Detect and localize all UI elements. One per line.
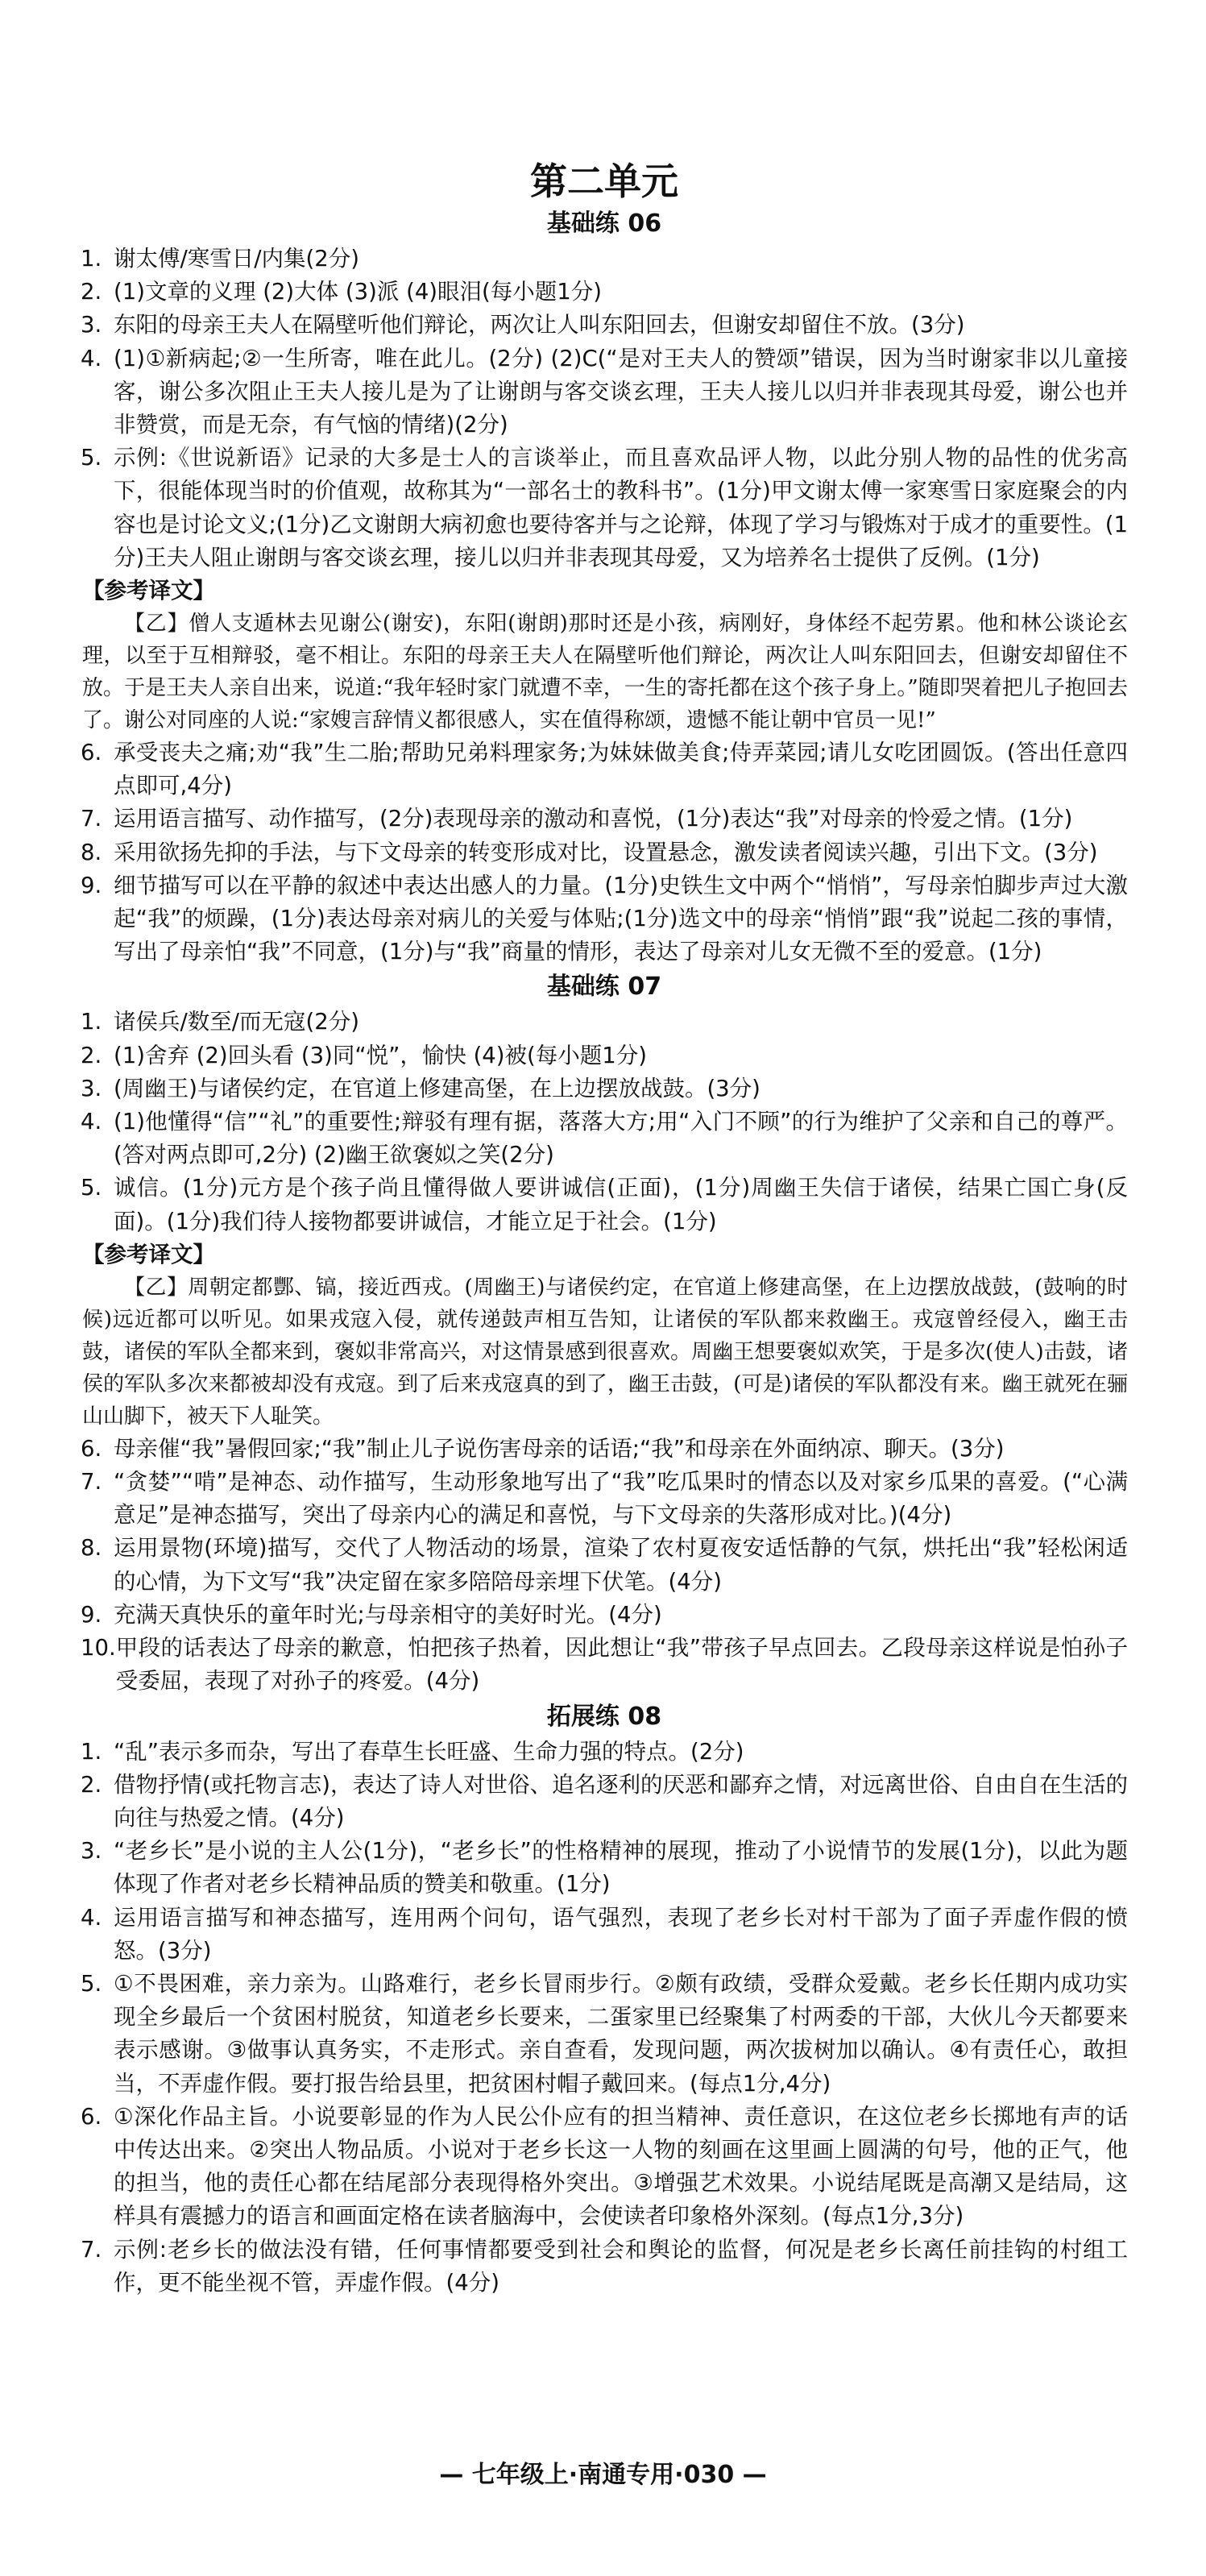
item-text: 东阳的母亲王夫人在隔壁听他们辩论，两次让人叫东阳回去，但谢安却留住不放。(3分) <box>114 312 965 338</box>
answer-item <box>81 836 1128 869</box>
item-text: ①深化作品主旨。小说要彰显的作为人民公仆应有的担当精神、责任意识，在这位老乡长掷地有声的话中传达出来。②突出人物品质。小说对于老乡长这一人物的刻画在这里画上圆满的句号，他的正气，他的担当，他的责任心都在结尾部分表现得格外突出。③增强艺术效果。小说结尾既是高潮又是结局，这样具有震撼力的语言和画面定格在读者脑海中，会使读者印象格外深刻。(每点1分,3分) <box>114 2103 1128 2230</box>
item-text: “老乡长”是小说的主人公(1分)，“老乡长”的性格精神的展现，推动了小说情节的发展(1分)，以此为题体现了作者对老乡长精神品质的赞美和敬重。(1分) <box>114 1838 1128 1898</box>
item-number: 10. <box>81 1635 116 1661</box>
answer-item <box>81 869 1128 969</box>
item-text: 示例:《世说新语》记录的大多是士人的言谈举止，而且喜欢品评人物，以此分别人物的品性的优劣高下，很能体现当时的价值观，故称其为“一部名士的教科书”。(1分)甲文谢太傅一家寒雪日家庭聚会的内容也是讨论文义;(1分)乙文谢朗大病初愈也要待客并与之论辩，体现了学习与锻炼对于成才的重要性。(1分)王夫人阻止谢朗与客交谈玄理，接儿以归并非表现其母爱，又为培养名士提供了反例。(1分) <box>114 445 1128 570</box>
answer-item <box>81 1835 1128 1901</box>
section-title: 基础练 07 <box>546 973 662 1002</box>
item-number: 6. <box>81 1435 102 1462</box>
item-number: 5. <box>81 1970 102 1997</box>
answer-item <box>81 1968 1128 2101</box>
answer-item <box>81 2234 1128 2300</box>
answer-page <box>81 157 1128 2300</box>
page-footer: — 七年级上·南通专用·030 — <box>439 2461 767 2489</box>
item-number: 4. <box>81 1904 102 1931</box>
item-text: (1)①新病起;②一生所寄，唯在此儿。(2分) (2)C(“是对王夫人的赞颂”错误，因为当时谢家非以儿童接客，谢公多次阻止王夫人接儿是为了让谢朗与客交谈玄理，王夫人接儿以归并非表现其母爱，谢公也并非赞赏，而是无奈，有气恼的情绪)(2分) <box>114 345 1128 438</box>
answer-item <box>81 1736 1128 1769</box>
item-text: “乱”表示多而杂，写出了春草生长旺盛、生命力强的特点。(2分) <box>114 1738 744 1765</box>
answer-item <box>81 803 1128 836</box>
item-number: 2. <box>81 279 102 305</box>
item-number: 8. <box>81 839 102 865</box>
item-text: 甲段的话表达了母亲的歉意，怕把孩子热着，因此想让“我”带孩子早点回去。乙段母亲这样说是怕孙子受委屈，表现了对孙子的疼爱。(4分) <box>115 1635 1128 1695</box>
answer-item <box>81 1769 1128 1835</box>
item-number: 9. <box>81 1601 102 1628</box>
item-text: 采用欲扬先抑的手法，与下文母亲的转变形成对比，设置悬念，激发读者阅读兴趣，引出下文。(3分) <box>114 839 1098 865</box>
answer-item <box>81 1466 1128 1532</box>
answer-item <box>81 1072 1128 1105</box>
answer-item <box>81 1632 1128 1698</box>
answer-item <box>81 442 1128 575</box>
section-title: 拓展练 08 <box>546 1702 662 1731</box>
item-text: 借物抒情(或托物言志)，表达了诗人对世俗、追名逐利的厌恶和鄙弃之情，对远离世俗、自由自在生活的向往与热爱之情。(4分) <box>114 1771 1128 1831</box>
item-number: 5. <box>81 445 102 471</box>
answer-item <box>81 2101 1128 2234</box>
item-text: 谢太傅/寒雪日/内集(2分) <box>114 246 359 272</box>
item-number: 3. <box>81 312 102 338</box>
reference-translation-heading: 【参考译文】 <box>82 578 215 604</box>
answer-item <box>81 1172 1128 1238</box>
item-text: 承受丧夫之痛;劝“我”生二胎;帮助兄弟料理家务;为妹妹做美食;侍弄菜园;请儿女吃团圆饭。(答出任意四点即可,4分) <box>114 740 1128 799</box>
item-text: 母亲催“我”暑假回家;“我”制止儿子说伤害母亲的话语;“我”和母亲在外面纳凉、聊天。(3分) <box>114 1435 1005 1462</box>
section-title: 基础练 06 <box>546 209 662 238</box>
item-number: 7. <box>81 806 102 832</box>
answer-item <box>81 1532 1128 1598</box>
item-number: 2. <box>81 1771 102 1798</box>
answer-item <box>81 1902 1128 1968</box>
item-number: 1. <box>81 1009 102 1035</box>
answer-item <box>81 309 1128 342</box>
item-number: 2. <box>81 1042 102 1068</box>
item-number: 7. <box>81 2236 102 2263</box>
item-text: (周幽王)与诸侯约定，在官道上修建高堡，在上边摆放战鼓。(3分) <box>114 1075 760 1101</box>
item-number: 8. <box>81 1535 102 1562</box>
unit-title: 第二单元 <box>530 160 678 203</box>
answer-item <box>81 276 1128 309</box>
answer-item <box>81 342 1128 442</box>
item-number: 3. <box>81 1838 102 1865</box>
item-text: (1)文章的义理 (2)大体 (3)派 (4)眼泪(每小题1分) <box>114 279 602 305</box>
reference-translation-heading: 【参考译文】 <box>82 1241 215 1267</box>
item-text: 诸侯兵/数至/而无寇(2分) <box>114 1009 359 1035</box>
answer-item <box>81 1039 1128 1072</box>
item-text: ①不畏困难，亲力亲为。山路难行，老乡长冒雨步行。②颇有政绩，受群众爱戴。老乡长任期内成功实现全乡最后一个贫困村脱贫，知道老乡长要来，二蛋家里已经聚集了村两委的干部，大伙儿今天都要来表示感谢。③做事认真务实，不走形式。亲自查看，发现问题，两次拔树加以确认。④有责任心，敢担当，不弄虚作假。要打报告给县里，把贫困村帽子戴回来。(每点1分,4分) <box>114 1970 1128 2097</box>
item-text: “贪婪”“啃”是神态、动作描写，生动形象地写出了“我”吃瓜果时的情态以及对家乡瓜果的喜爱。(“心满意足”是神态描写，突出了母亲内心的满足和喜悦，与下文母亲的失落形成对比。)(4分) <box>114 1469 1128 1529</box>
item-text: (1)舍弃 (2)回头看 (3)同“悦”，愉快 (4)被(每小题1分) <box>114 1042 647 1068</box>
item-text: 示例:老乡长的做法没有错，任何事情都要受到社会和舆论的监督，何况是老乡长离任前挂钩的村组工作，更不能坐视不管，弄虚作假。(4分) <box>114 2236 1128 2296</box>
item-number: 6. <box>81 2103 102 2130</box>
reference-translation: 【乙】周朝定都酆、镐，接近西戎。(周幽王)与诸侯约定，在官道上修建高堡，在上边摆放战鼓，(鼓响的时候)远近都可以听见。如果戎寇入侵，就传递鼓声相互告知，让诸侯的军队都来救幽王。戎寇曾经侵入，幽王击鼓，诸侯的军队全都来到，褒姒非常高兴，对这情景感到很喜欢。周幽王想要褒姒欢笑，于是多次(使人)击鼓，诸侯的军队多次来都被却没有戎寇。到了后来戎寇真的到了，幽王击鼓，(可是)诸侯的军队都没有来。幽王就死在骊山山脚下，被天下人耻笑。 <box>82 1275 1128 1429</box>
answer-item <box>81 1105 1128 1172</box>
answer-item <box>81 243 1128 276</box>
item-number: 3. <box>81 1075 102 1101</box>
item-number: 6. <box>81 740 102 766</box>
answer-item <box>81 1433 1128 1466</box>
item-number: 4. <box>81 1109 102 1135</box>
answer-item <box>81 1599 1128 1632</box>
item-text: (1)他懂得“信”“礼”的重要性;辩驳有理有据，落落大方;用“入门不顾”的行为维护了父亲和自己的尊严。(答对两点即可,2分) (2)幽王欲褒姒之笑(2分) <box>114 1109 1128 1168</box>
item-text: 运用景物(环境)描写，交代了人物活动的场景，渲染了农村夏夜安适恬静的气氛，烘托出“我”轻松闲适的心情，为下文写“我”决定留在家多陪陪母亲埋下伏笔。(4分) <box>114 1535 1128 1595</box>
answer-item <box>81 1006 1128 1039</box>
item-number: 1. <box>81 246 102 272</box>
item-text: 充满天真快乐的童年时光;与母亲相守的美好时光。(4分) <box>114 1601 662 1628</box>
item-text: 运用语言描写、动作描写，(2分)表现母亲的激动和喜悦，(1分)表达“我”对母亲的怜爱之情。(1分) <box>114 806 1073 832</box>
item-text: 运用语言描写和神态描写，连用两个问句，语气强烈，表现了老乡长对村干部为了面子弄虚作假的愤怒。(3分) <box>114 1904 1128 1964</box>
reference-translation: 【乙】僧人支遁林去见谢公(谢安)，东阳(谢朗)那时还是小孩，病刚好，身体经不起劳累。他和林公谈论玄理，以至于互相辩驳，毫不相让。东阳的母亲王夫人在隔壁听他们辩论，两次让人叫东阳回去，但谢安却留住不放。于是王夫人亲自出来，说道:“我年轻时家门就遭不幸，一生的寄托都在这个孩子身上。”随即哭着把儿子抱回去了。谢公对同座的人说:“家嫂言辞情义都很感人，实在值得称颂，遗憾不能让朝中官员一见!” <box>82 612 1128 733</box>
item-number: 7. <box>81 1469 102 1495</box>
item-number: 4. <box>81 345 102 371</box>
item-text: 细节描写可以在平静的叙述中表达出感人的力量。(1分)史铁生文中两个“悄悄”，写母亲怕脚步声过大激起“我”的烦躁，(1分)表达母亲对病儿的关爱与体贴;(1分)选文中的母亲“悄悄”跟“我”说起二孩的事情，写出了母亲怕“我”不同意，(1分)与“我”商量的情形，表达了母亲对儿女无微不至的爱意。(1分) <box>114 872 1128 965</box>
item-number: 5. <box>81 1175 102 1201</box>
item-number: 1. <box>81 1738 102 1765</box>
item-text: 诚信。(1分)元方是个孩子尚且懂得做人要讲诚信(正面)，(1分)周幽王失信于诸侯，结果亡国亡身(反面)。(1分)我们待人接物都要讲诚信，才能立足于社会。(1分) <box>114 1175 1128 1234</box>
item-number: 9. <box>81 872 102 898</box>
answer-item <box>81 736 1128 803</box>
